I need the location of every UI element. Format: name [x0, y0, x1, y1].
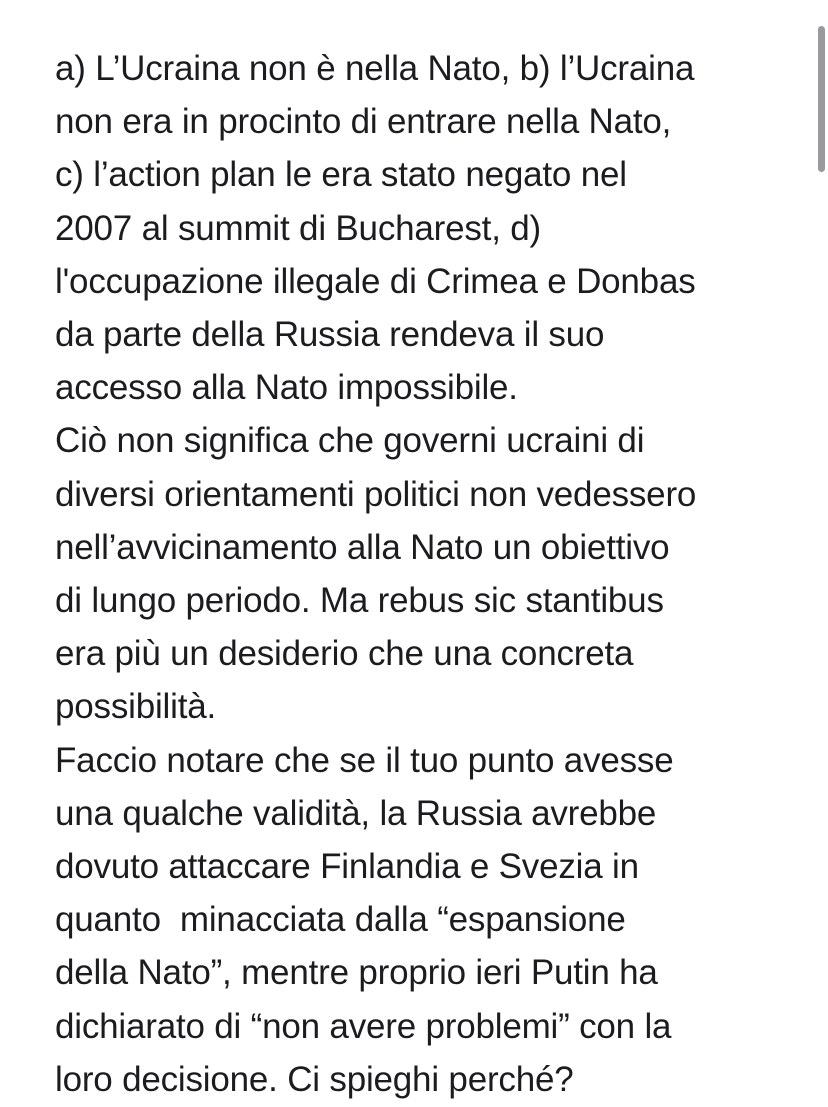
text-line: una qualche validità, la Russia avrebbe — [55, 793, 657, 833]
text-line: a) L’Ucraina non è nella Nato, b) l’Ucraina — [55, 49, 695, 88]
text-line: da parte della Russia rendeva il suo — [55, 315, 605, 355]
text-line: dovuto attaccare Finlandia e Svezia in — [55, 847, 639, 887]
text-line: nell’avvicinamento alla Nato un obiettivo — [55, 527, 670, 567]
text-line: diversi orientamenti politici non vedessero — [55, 474, 697, 514]
note-text-body — [55, 42, 815, 1106]
text-line: l'occupazione illegale di Crimea e Donbas — [55, 261, 696, 301]
text-line: possibilità. — [55, 687, 217, 727]
text-line: Faccio notare che se il tuo punto avesse — [55, 740, 674, 780]
text-line: accesso alla Nato impossibile. — [55, 368, 518, 408]
text-line: era più un desiderio che una concreta — [55, 634, 634, 674]
text-line: di lungo periodo. Ma rebus sic stantibus — [55, 581, 664, 621]
text-line: loro decisione. Ci spieghi perché? — [55, 1059, 574, 1099]
text-line: Ciò non significa che governi ucraini di — [55, 421, 645, 461]
text-line: 2007 al summit di Bucharest, d) — [55, 208, 541, 248]
text-line: dichiarato di “non avere problemi” con la — [55, 1006, 672, 1046]
text-line: della Nato”, mentre proprio ieri Putin ha — [55, 953, 658, 993]
text-line: c) l’action plan le era stato negato nel — [55, 155, 627, 195]
text-line: non era in procinto di entrare nella Nato, — [55, 102, 672, 142]
vertical-scrollbar[interactable] — [818, 26, 825, 172]
text-line: quanto minacciata dalla “espansione — [55, 900, 626, 940]
